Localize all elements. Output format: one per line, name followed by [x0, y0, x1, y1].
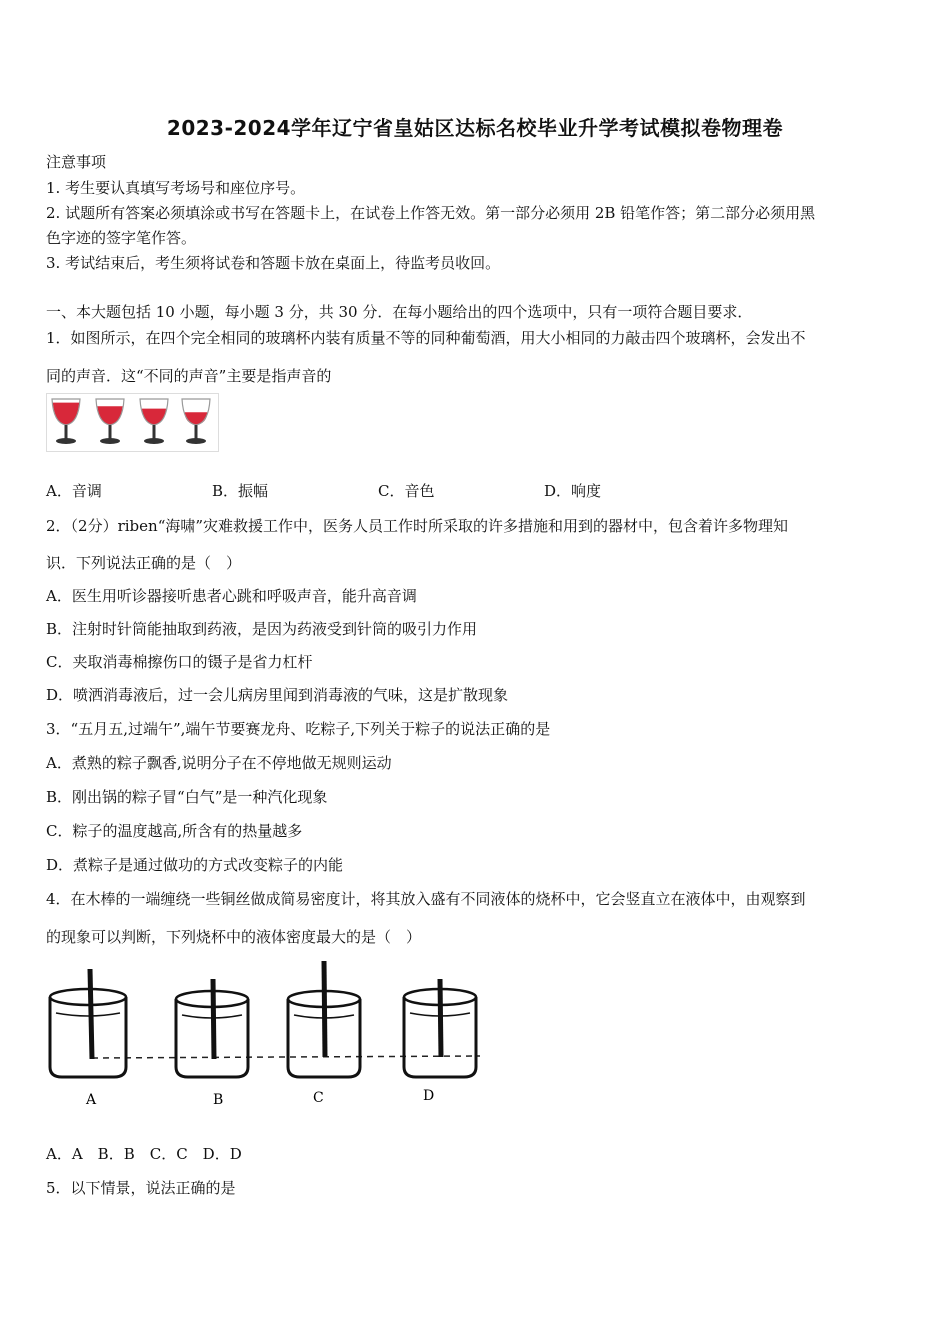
- question-4-options: A．A B．B C．C D．D: [46, 1145, 242, 1163]
- notice-item: 2. 试题所有答案必须填涂或书写在答题卡上，在试卷上作答无效。第一部分必须用 2B 铅笔作答；第二部分必须用黑: [46, 204, 816, 222]
- beaker-label-b: B: [213, 1092, 224, 1108]
- glass-stem: [195, 425, 198, 439]
- glass-foot: [144, 438, 164, 444]
- option-d: D．响度: [544, 482, 602, 500]
- option-b: B．振幅: [212, 482, 269, 500]
- question-2-option-a: A．医生用听诊器接听患者心跳和呼吸声音，能升高音调: [46, 587, 417, 605]
- beaker-label-c: C: [313, 1090, 324, 1106]
- question-4-stem: 4．在木棒的一端缠绕一些铜丝做成简易密度计，将其放入盛有不同液体的烧杯中，它会竖直立在液体中，由观察到: [46, 890, 806, 908]
- question-3-option-d: D．煮粽子是通过做功的方式改变粽子的内能: [46, 856, 344, 874]
- question-2-stem: 2．（2分）riben“海啸”灾难救援工作中，医务人员工作时所采取的许多措施和用到的器材中，包含着许多物理知: [46, 517, 789, 535]
- option-c: C．音色: [378, 482, 435, 500]
- question-3-option-a: A．煮熟的粽子飘香,说明分子在不停地做无规则运动: [46, 754, 392, 772]
- page-title: 2023-2024学年辽宁省皇姑区达标名校毕业升学考试模拟卷物理卷: [166, 116, 784, 140]
- section-heading: 一、本大题包括 10 小题，每小题 3 分，共 30 分．在每小题给出的四个选项中，只有一项符合题目要求．: [46, 303, 753, 321]
- notice-item: 3. 考试结束后，考生须将试卷和答题卡放在桌面上，待监考员收回。: [46, 254, 501, 272]
- beaker-b: [176, 979, 248, 1077]
- question-1-stem: 1．如图所示，在四个完全相同的玻璃杯内装有质量不等的同种葡萄酒，用大小相同的力敲击四个玻璃杯，会发出不: [46, 329, 806, 347]
- glass-stem: [109, 425, 112, 439]
- glass-foot: [186, 438, 206, 444]
- wine-glasses-figure: [46, 393, 220, 453]
- wine-liquid: [97, 406, 122, 425]
- wine-liquid: [185, 412, 208, 425]
- notice-heading: 注意事项: [46, 153, 107, 171]
- notice-item: 色字迹的签字笔作答。: [46, 229, 197, 247]
- question-2-stem-cont: 识．下列说法正确的是（ ）: [46, 554, 242, 572]
- beaker-a: [50, 969, 126, 1077]
- question-3-option-c: C．粽子的温度越高,所含有的热量越多: [46, 822, 303, 840]
- wine-glass: [96, 399, 124, 444]
- question-1-options: [46, 481, 710, 501]
- question-2-option-c: C．夹取消毒棉擦伤口的镊子是省力杠杆: [46, 653, 313, 671]
- beakers-figure: [40, 955, 500, 1110]
- beaker-c: [288, 961, 360, 1077]
- question-2-option-b: B．注射时针筒能抽取到药液，是因为药液受到针筒的吸引力作用: [46, 620, 478, 638]
- glass-foot: [56, 438, 76, 444]
- option-a: A．音调: [46, 482, 102, 500]
- beaker-label-d: D: [423, 1088, 435, 1104]
- question-3-option-b: B．刚出锅的粽子冒“白气”是一种汽化现象: [46, 788, 328, 806]
- question-5-stem: 5．以下情景，说法正确的是: [46, 1179, 236, 1197]
- wine-glass: [182, 399, 210, 444]
- wine-glass: [52, 399, 80, 444]
- question-4-stem-cont: 的现象可以判断，下列烧杯中的液体密度最大的是（ ）: [46, 928, 422, 946]
- question-1-stem-cont: 同的声音．这“不同的声音”主要是指声音的: [46, 367, 332, 385]
- notice-item: 1. 考生要认真填写考场号和座位序号。: [46, 179, 306, 197]
- glass-foot: [100, 438, 120, 444]
- question-2-option-d: D．喷洒消毒液后，过一会儿病房里闻到消毒液的气味，这是扩散现象: [46, 686, 509, 704]
- beaker-d: [404, 979, 476, 1077]
- wine-liquid: [53, 403, 80, 425]
- question-3-stem: 3．“五月五,过端午”,端午节要赛龙舟、吃粽子,下列关于粽子的说法正确的是: [46, 720, 551, 738]
- glass-stem: [65, 425, 68, 439]
- wine-glass: [140, 399, 168, 444]
- wine-liquid: [142, 409, 166, 425]
- glass-stem: [153, 425, 156, 439]
- beaker-label-a: A: [86, 1092, 97, 1108]
